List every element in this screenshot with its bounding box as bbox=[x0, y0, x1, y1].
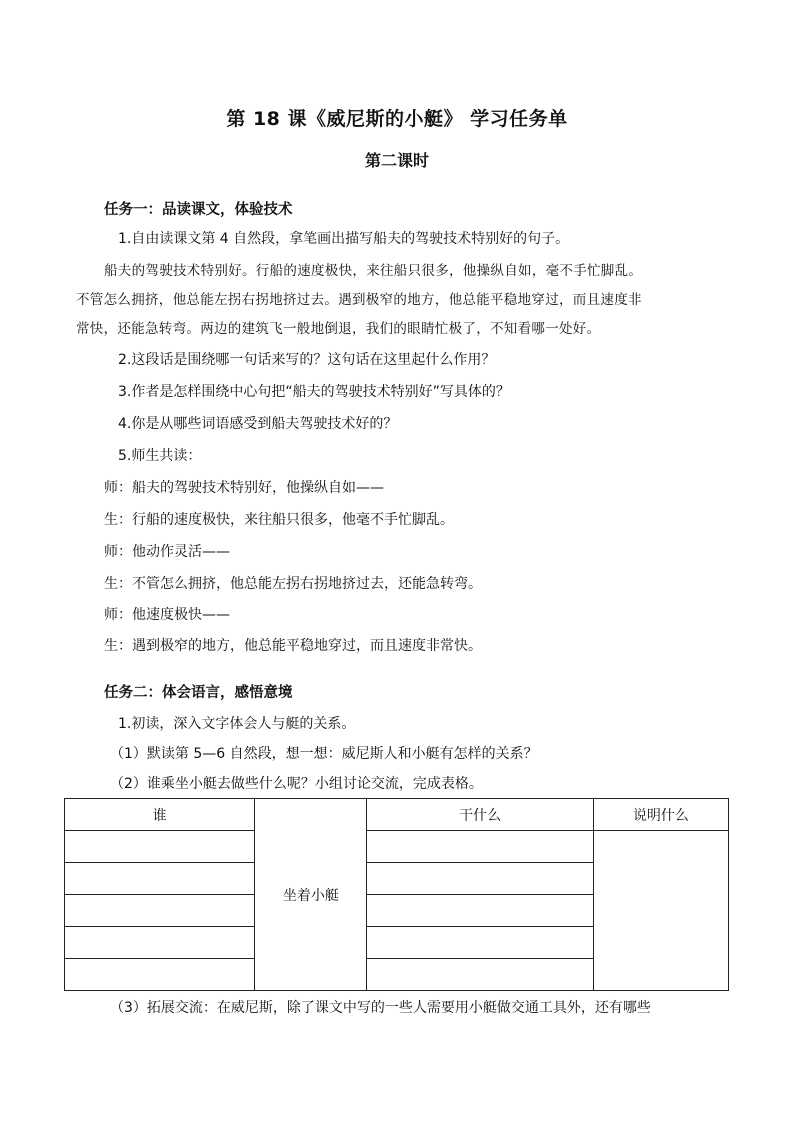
dialogue-line-5: 师：他速度极快—— bbox=[104, 607, 230, 623]
task2-heading: 任务二：体会语言，感悟意境 bbox=[104, 685, 293, 701]
task1-question-4: 4.你是从哪些词语感受到船夫驾驶技术好的？ bbox=[118, 416, 398, 432]
task2-sub-question-1: （1）默读第 5—6 自然段，想一想：威尼斯人和小艇有怎样的关系？ bbox=[110, 746, 538, 762]
cell-who-3[interactable] bbox=[65, 895, 255, 927]
passage-line-1: 船夫的驾驶技术特别好。行船的速度极快，来往船只很多，他操纵自如，毫不手忙脚乱。 bbox=[104, 263, 643, 279]
task1-question-1: 1.自由读课文第 4 自然段，拿笔画出描写船夫的驾驶技术特别好的句子。 bbox=[118, 231, 570, 247]
table-header-row bbox=[65, 799, 729, 831]
task1-question-2: 2.这段话是围绕哪一句话来写的？这句话在这里起什么作用？ bbox=[118, 352, 496, 368]
task2-question-1: 1.初读，深入文字体会人与艇的关系。 bbox=[118, 716, 356, 732]
page-subtitle: 第二课时 bbox=[364, 151, 429, 170]
header-what: 干什么 bbox=[367, 799, 593, 831]
dialogue-line-4: 生：不管怎么拥挤，他总能左拐右拐地挤过去，还能急转弯。 bbox=[104, 576, 482, 592]
cell-who-1[interactable] bbox=[65, 831, 255, 863]
cell-who-4[interactable] bbox=[65, 927, 255, 959]
table-row bbox=[65, 831, 729, 863]
cell-what-2[interactable] bbox=[367, 863, 593, 895]
task2-sub-question-2: （2）谁乘坐小艇去做些什么呢？小组讨论交流，完成表格。 bbox=[110, 776, 483, 792]
dialogue-line-3: 师：他动作灵活—— bbox=[104, 544, 230, 560]
dialogue-line-1: 师：船夫的驾驶技术特别好，他操纵自如—— bbox=[104, 480, 384, 496]
cell-riding-boat: 坐着小艇 bbox=[255, 799, 367, 991]
dialogue-line-2: 生：行船的速度极快，来往船只很多，他毫不手忙脚乱。 bbox=[104, 512, 454, 528]
cell-what-1[interactable] bbox=[367, 831, 593, 863]
cell-what-4[interactable] bbox=[367, 927, 593, 959]
cell-meaning[interactable] bbox=[593, 831, 728, 991]
task1-heading: 任务一：品读课文，体验技术 bbox=[104, 202, 293, 218]
cell-who-5[interactable] bbox=[65, 959, 255, 991]
task1-question-3: 3.作者是怎样围绕中心句把“船夫的驾驶技术特别好”写具体的？ bbox=[118, 384, 510, 400]
cell-what-3[interactable] bbox=[367, 895, 593, 927]
dialogue-line-6: 生：遇到极窄的地方，他总能平稳地穿过，而且速度非常快。 bbox=[104, 638, 482, 654]
passage-line-3: 常快，还能急转弯。两边的建筑飞一般地倒退，我们的眼睛忙极了，不知看哪一处好。 bbox=[76, 321, 601, 337]
header-who: 谁 bbox=[65, 799, 255, 831]
task2-sub-question-3: （3）拓展交流：在威尼斯，除了课文中写的一些人需要用小艇做交通工具外，还有哪些 bbox=[110, 1000, 651, 1016]
cell-who-2[interactable] bbox=[65, 863, 255, 895]
page-title: 第 18 课《威尼斯的小艇》 学习任务单 bbox=[226, 108, 568, 130]
passage-line-2: 不管怎么拥挤，他总能左拐右拐地挤过去。遇到极窄的地方，他总能平稳地穿过，而且速度非 bbox=[76, 292, 642, 308]
header-meaning: 说明什么 bbox=[593, 799, 728, 831]
cell-what-5[interactable] bbox=[367, 959, 593, 991]
relationship-table bbox=[64, 798, 729, 991]
task1-question-5: 5.师生共读： bbox=[118, 448, 202, 464]
